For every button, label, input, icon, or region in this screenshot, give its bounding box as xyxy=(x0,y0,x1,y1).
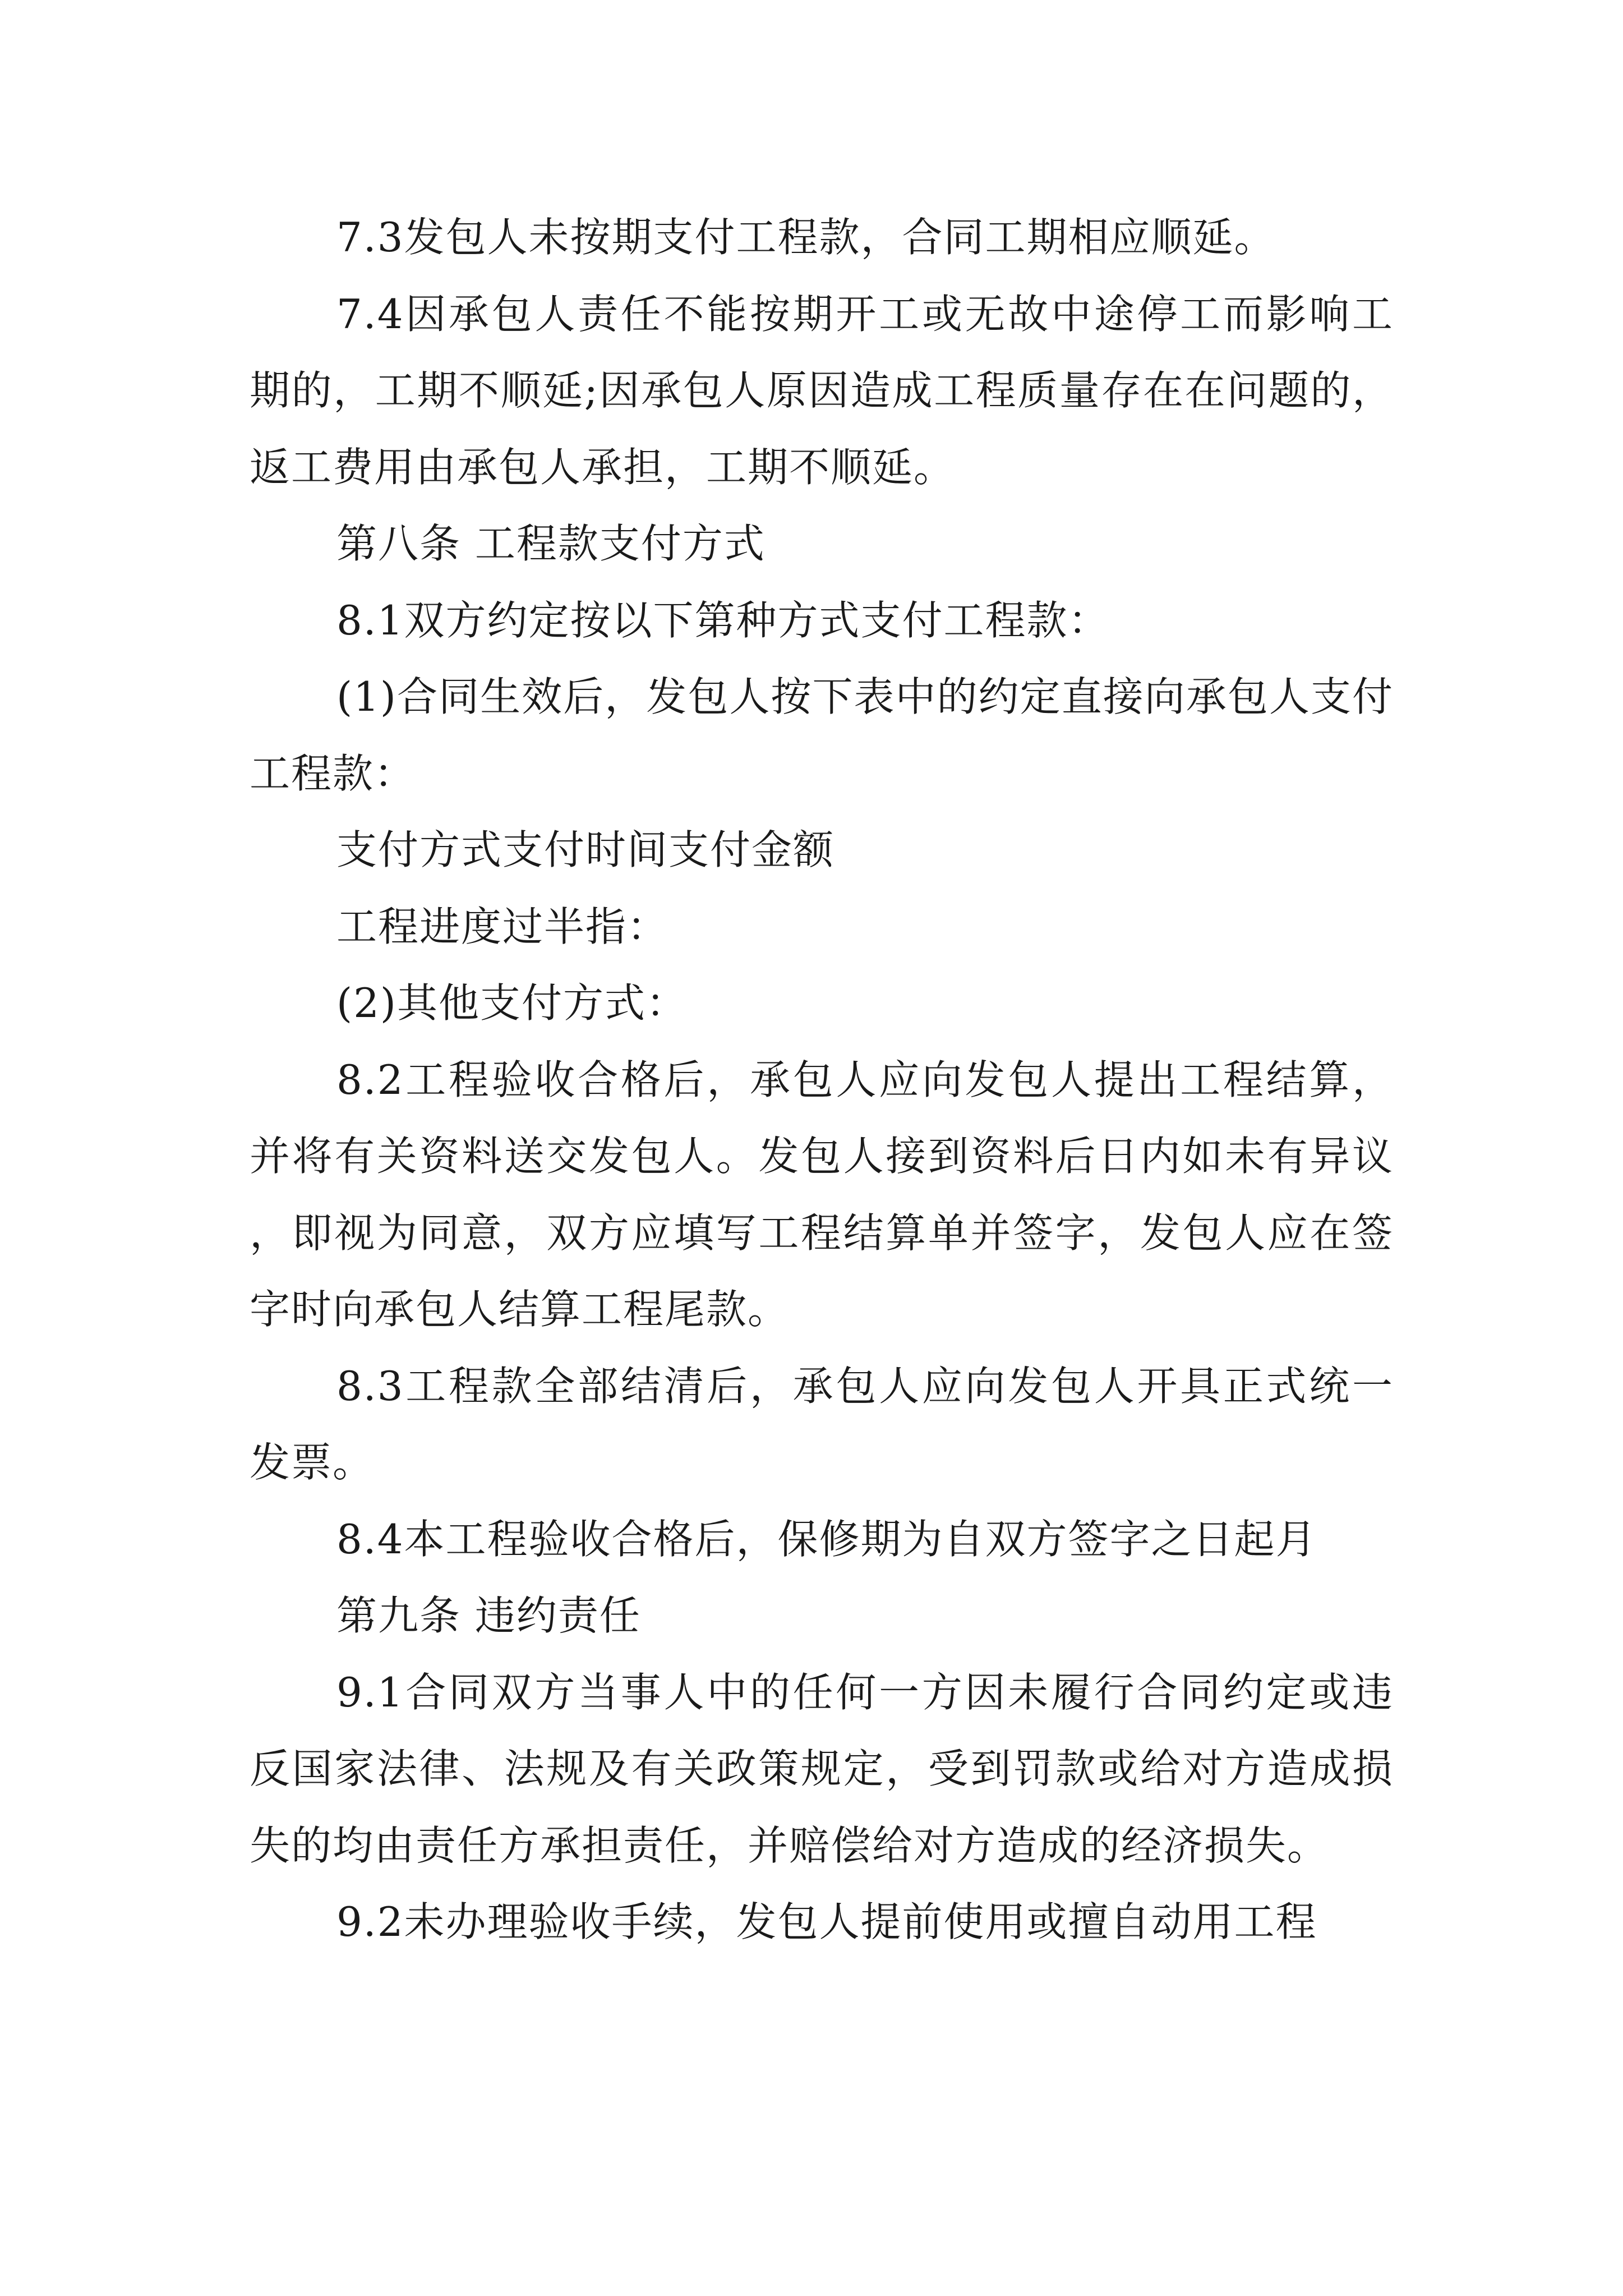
article-8-heading: 第八条 工程款支付方式 xyxy=(336,520,766,567)
payment-table-header: 支付方式支付时间支付金额 xyxy=(336,826,835,873)
article-9-heading: 第九条 违约责任 xyxy=(336,1592,641,1639)
document-body xyxy=(250,199,1394,1961)
clause-8-1-option-2: (2)其他支付方式： xyxy=(336,979,688,1027)
clause-7-4: 7.4因承包人责任不能按期开工或无故中途停工而影响工期的，工期不顺延;因承包人原因造成工程质量存在在问题的，返工费用由承包人承担，工期不顺延。 xyxy=(250,290,1394,491)
clause-8-1: 8.1双方约定按以下第种方式支付工程款： xyxy=(336,596,1110,644)
clause-9-2: 9.2未办理验收手续，发包人提前使用或擅自动用工程 xyxy=(336,1898,1317,1945)
clause-8-2: 8.2工程验收合格后，承包人应向发包人提出工程结算，并将有关资料送交发包人。发包人接到资料后日内如未有异议，即视为同意，双方应填写工程结算单并签字，发包人应在签字时向承包人结算工程尾款。 xyxy=(250,1056,1394,1333)
payment-progress-line: 工程进度过半指： xyxy=(336,903,669,950)
clause-8-1-option-1: (1)合同生效后，发包人按下表中的约定直接向承包人支付工程款： xyxy=(250,673,1394,797)
clause-7-3: 7.3发包人未按期支付工程款，合同工期相应顺延。 xyxy=(336,214,1276,261)
clause-8-3: 8.3工程款全部结清后，承包人应向发包人开具正式统一发票。 xyxy=(250,1362,1394,1486)
clause-9-1: 9.1合同双方当事人中的任何一方因未履行合同约定或违反国家法律、法规及有关政策规定，受到罚款或给对方造成损失的均由责任方承担责任，并赔偿给对方造成的经济损失。 xyxy=(250,1668,1394,1869)
clause-8-4: 8.4本工程验收合格后，保修期为自双方签字之日起月 xyxy=(336,1515,1317,1563)
